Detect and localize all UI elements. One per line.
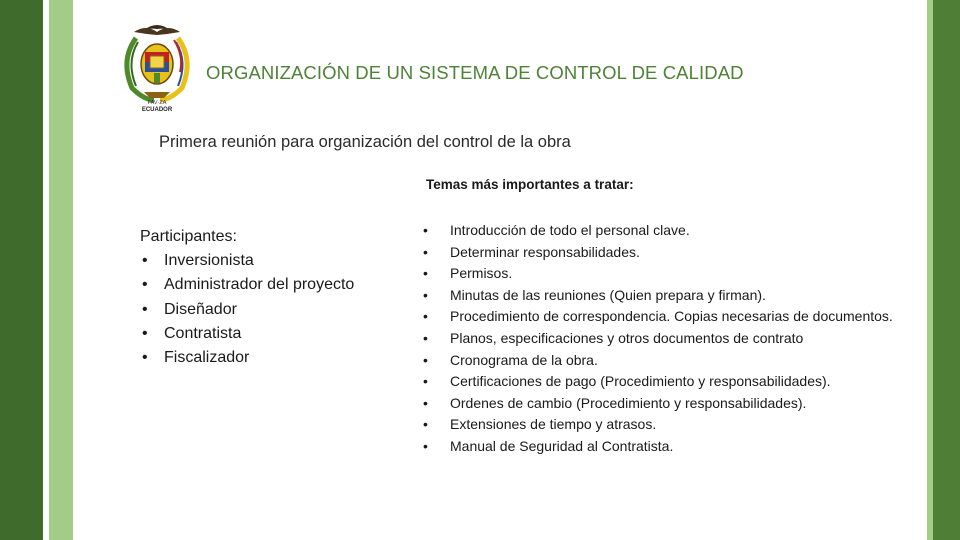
right-dark-stripe xyxy=(933,0,960,540)
topic-item: • Cronograma de la obra. xyxy=(422,350,902,372)
topic-item: • Introducción de todo el personal clave. xyxy=(422,220,902,242)
participants-heading: Participantes: xyxy=(140,228,237,245)
topics-heading: Temas más importantes a tratar: xyxy=(426,177,634,192)
slide-title: ORGANIZACIÓN DE UN SISTEMA DE CONTROL DE CALIDAD xyxy=(206,62,744,83)
topic-item: • Permisos. xyxy=(422,263,902,285)
participants-block xyxy=(140,225,370,370)
left-light-stripe xyxy=(49,0,73,540)
topic-item: • Certificaciones de pago (Procedimiento y responsabilidades). xyxy=(422,371,902,393)
participants-list xyxy=(140,249,370,370)
participant-item: • Inversionista xyxy=(140,249,370,273)
topic-item: • Minutas de las reuniones (Quien prepara y firman). xyxy=(422,285,902,307)
topics-block xyxy=(422,220,902,458)
logo-caption-top: FAV·ZA xyxy=(147,100,167,106)
coat-of-arms-logo xyxy=(114,20,200,112)
slide-subtitle: Primera reunión para organización del control de la obra xyxy=(159,133,571,151)
left-dark-stripe xyxy=(0,0,43,540)
topic-item: • Manual de Seguridad al Contratista. xyxy=(422,436,902,458)
topic-item: • Procedimiento de correspondencia. Copias necesarias de documentos. xyxy=(422,306,902,328)
topics-list xyxy=(422,220,902,458)
participant-item: • Fiscalizador xyxy=(140,346,370,370)
topic-item: • Ordenes de cambio (Procedimiento y responsabilidades). xyxy=(422,393,902,415)
participant-item: • Diseñador xyxy=(140,298,370,322)
logo-caption-bottom: ECUADOR xyxy=(141,107,173,112)
participant-item: • Administrador del proyecto xyxy=(140,273,370,297)
participant-item: • Contratista xyxy=(140,322,370,346)
topic-item: • Planos, especificaciones y otros documentos de contrato xyxy=(422,328,902,350)
topic-item: • Extensiones de tiempo y atrasos. xyxy=(422,414,902,436)
topic-item: • Determinar responsabilidades. xyxy=(422,242,902,264)
